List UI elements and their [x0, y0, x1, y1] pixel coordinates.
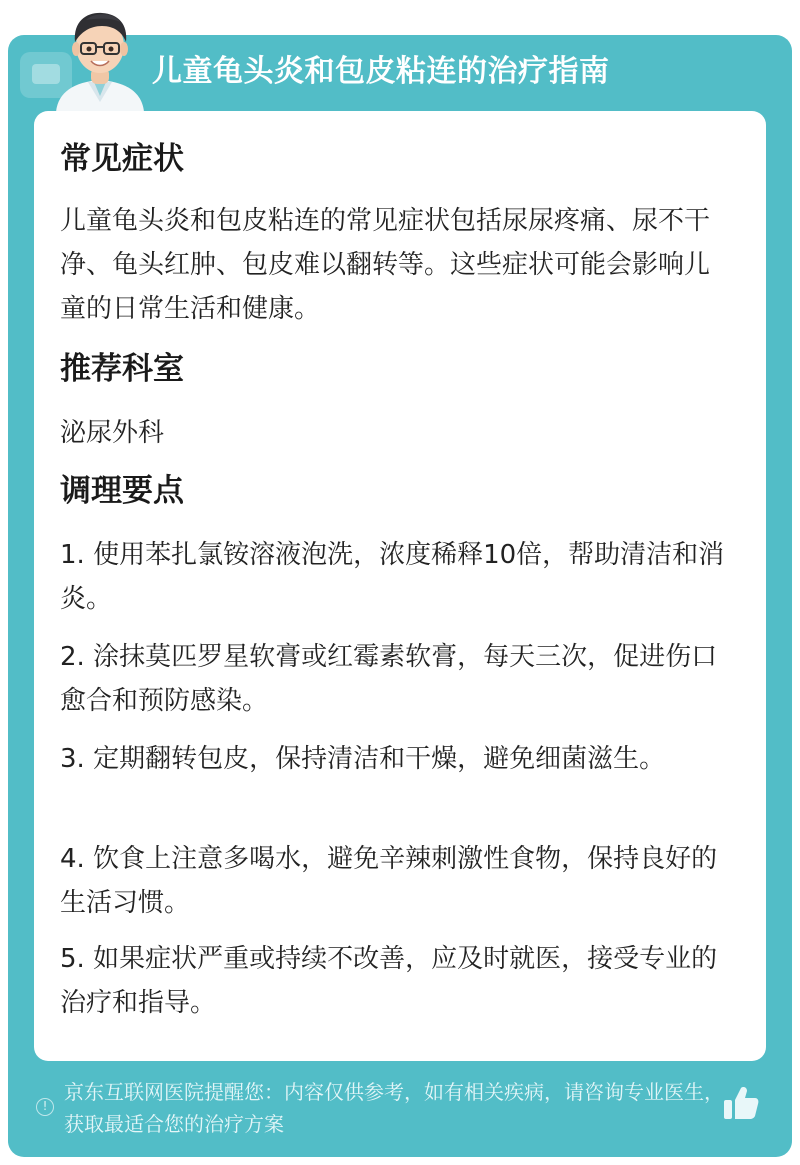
care-item: 2. 涂抹莫匹罗星软膏或红霉素软膏，每天三次，促进伤口愈合和预防感染。 [60, 642, 718, 716]
care-item: 5. 如果症状严重或持续不改善，应及时就医，接受专业的治疗和指导。 [60, 944, 718, 1018]
doctor-avatar [48, 6, 152, 112]
symptoms-text: 儿童龟头炎和包皮粘连的常见症状包括尿尿疼痛、尿不干净、龟头红肿、包皮难以翻转等。这些症状可能会影响儿童的日常生活和健康。 [60, 206, 711, 324]
care-item: 1. 使用苯扎氯铵溶液泡洗，浓度稀释10倍，帮助清洁和消炎。 [60, 540, 725, 614]
department-text: 泌尿外科 [60, 418, 165, 448]
care-heading: 调理要点 [60, 473, 184, 509]
page-title: 儿童龟头炎和包皮粘连的治疗指南 [152, 54, 610, 89]
disclaimer-text: 京东互联网医院提醒您：内容仅供参考，如有相关疾病，请咨询专业医生，获取最适合您的治疗方案 [64, 1080, 724, 1136]
content-card [34, 111, 766, 1061]
info-icon: ! [36, 1098, 54, 1116]
thumbs-up-icon[interactable] [722, 1085, 760, 1121]
care-item: 4. 饮食上注意多喝水，避免辛辣刺激性食物，保持良好的生活习惯。 [60, 844, 718, 918]
care-item: 3. 定期翻转包皮，保持清洁和干燥，避免细菌滋生。 [60, 744, 666, 774]
symptoms-heading: 常见症状 [60, 141, 184, 177]
department-heading: 推荐科室 [60, 351, 184, 387]
